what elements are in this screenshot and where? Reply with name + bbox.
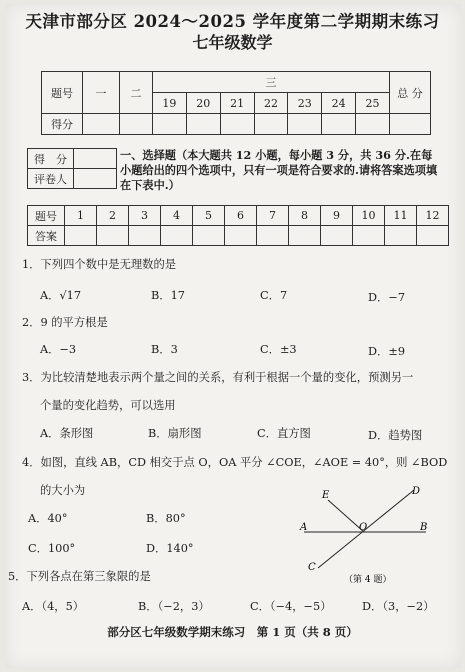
question-4-figure [296, 484, 436, 584]
score-table [41, 71, 431, 135]
answer-cell [65, 226, 97, 246]
score-table-header-label: 题号 [42, 72, 83, 114]
page-footer: 部分区七年级数学期末练习 第 1 页（共 8 页） [107, 625, 358, 639]
label-o: O [359, 522, 368, 533]
answer-number: 12 [417, 206, 449, 226]
score-cell [322, 114, 356, 135]
score-cell [153, 114, 187, 135]
question-2-option-c: C．±3 [260, 343, 297, 356]
answer-cell [225, 226, 257, 246]
answer-number: 8 [289, 206, 321, 226]
question-2-stem: 2．9 的平方根是 [22, 316, 108, 329]
answer-number: 9 [321, 206, 353, 226]
question-2-option-d: D．±9 [368, 345, 406, 358]
question-1-option-a: A．√17 [40, 289, 82, 302]
score-cell [186, 114, 220, 135]
answer-cell [193, 226, 225, 246]
answer-cell [385, 226, 417, 246]
question-3-option-d: D．趋势图 [368, 429, 423, 442]
question-1-option-d: D．−7 [368, 291, 406, 304]
score-cell [220, 114, 254, 135]
label-b: B [420, 522, 428, 533]
answer-number: 5 [193, 206, 225, 226]
score-cell [83, 114, 120, 135]
score-col-2: 二 [120, 72, 153, 114]
label-d: D [412, 486, 421, 497]
answer-table-label: 题号 [28, 206, 65, 226]
score-subcol: 25 [356, 93, 390, 114]
score-row-label: 得分 [42, 114, 83, 135]
answer-cell [321, 226, 353, 246]
answer-cell [161, 226, 193, 246]
figure-caption: （第 4 题） [344, 575, 392, 584]
answer-number: 10 [353, 206, 385, 226]
question-5-option-c: C．（−4，−5） [250, 600, 332, 613]
section1-heading: 一、选择题（本大题共 12 小题，每小题 3 分，共 36 分.在每小题给出的四个选项中，只有一项是符合要求的.请将答案选项填在下表中.） [120, 148, 438, 192]
label-e: E [322, 490, 330, 501]
answer-row-label: 答案 [28, 226, 65, 246]
answer-number: 11 [385, 206, 417, 226]
question-4-option-a: A．40° [28, 512, 68, 525]
question-3-option-c: C．直方图 [257, 427, 311, 440]
score-subcol: 23 [288, 93, 322, 114]
question-5-stem: 5．下列各点在第三象限的是 [8, 570, 151, 583]
score-group-3: 三 [153, 72, 390, 93]
question-4-option-c: C．100° [28, 542, 76, 555]
question-4-stem-line1: 4．如图，直线 AB，CD 相交于点 O，OA 平分 ∠COE，∠AOE = 40°，则 ∠BOD [22, 456, 448, 469]
answer-number: 4 [161, 206, 193, 226]
question-3-stem-line1: 3．为比较清楚地表示两个量之间的关系，有利于根据一个量的变化，预测另一 [22, 371, 414, 384]
score-col-1: 一 [83, 72, 120, 114]
label-a: A [300, 522, 308, 533]
score-cell [254, 114, 288, 135]
answer-cell [289, 226, 321, 246]
question-5-option-d: D．（3，−2） [362, 600, 435, 613]
grader-name-cell [74, 169, 117, 189]
label-c: C [308, 562, 316, 573]
score-subcol: 21 [220, 93, 254, 114]
answer-number: 6 [225, 206, 257, 226]
answer-number: 7 [257, 206, 289, 226]
question-3-option-a: A．条形图 [40, 427, 94, 440]
answer-cell [353, 226, 385, 246]
grader-score-label: 得 分 [28, 149, 74, 169]
score-cell [120, 114, 153, 135]
answer-cell [417, 226, 449, 246]
question-2-option-a: A．−3 [40, 343, 77, 356]
answer-table [27, 205, 449, 246]
question-1-option-c: C．7 [260, 289, 288, 302]
answer-cell [129, 226, 161, 246]
score-cell [390, 114, 431, 135]
score-subcol: 20 [186, 93, 220, 114]
answer-number: 2 [97, 206, 129, 226]
question-3-stem-line2: 个量的变化趋势，可以选用 [40, 399, 176, 412]
question-1-option-b: B．17 [151, 289, 185, 302]
score-subcol: 19 [153, 93, 187, 114]
question-4-stem-line2: 的大小为 [40, 484, 86, 497]
question-3-option-b: B．扇形图 [148, 427, 202, 440]
grader-score-cell [74, 149, 117, 169]
question-5-option-a: A．（4，5） [22, 600, 85, 613]
score-subcol: 24 [322, 93, 356, 114]
answer-number: 1 [65, 206, 97, 226]
score-cell [288, 114, 322, 135]
question-4-option-d: D．140° [146, 542, 194, 555]
score-total: 总 分 [390, 72, 431, 114]
question-4-option-b: B．80° [146, 512, 186, 525]
question-2-option-b: B．3 [151, 343, 178, 356]
question-1-stem: 1．下列四个数中是无理数的是 [22, 258, 177, 271]
answer-cell [257, 226, 289, 246]
answer-number: 3 [129, 206, 161, 226]
exam-title: 天津市部分区 2024～2025 学年度第二学期期末练习 [25, 12, 440, 31]
answer-cell [97, 226, 129, 246]
score-cell [356, 114, 390, 135]
grader-box [27, 148, 117, 189]
question-5-option-b: B．（−2，3） [138, 600, 210, 613]
grader-name-label: 评卷人 [28, 169, 74, 189]
exam-subtitle: 七年级数学 [192, 33, 273, 52]
score-subcol: 22 [254, 93, 288, 114]
